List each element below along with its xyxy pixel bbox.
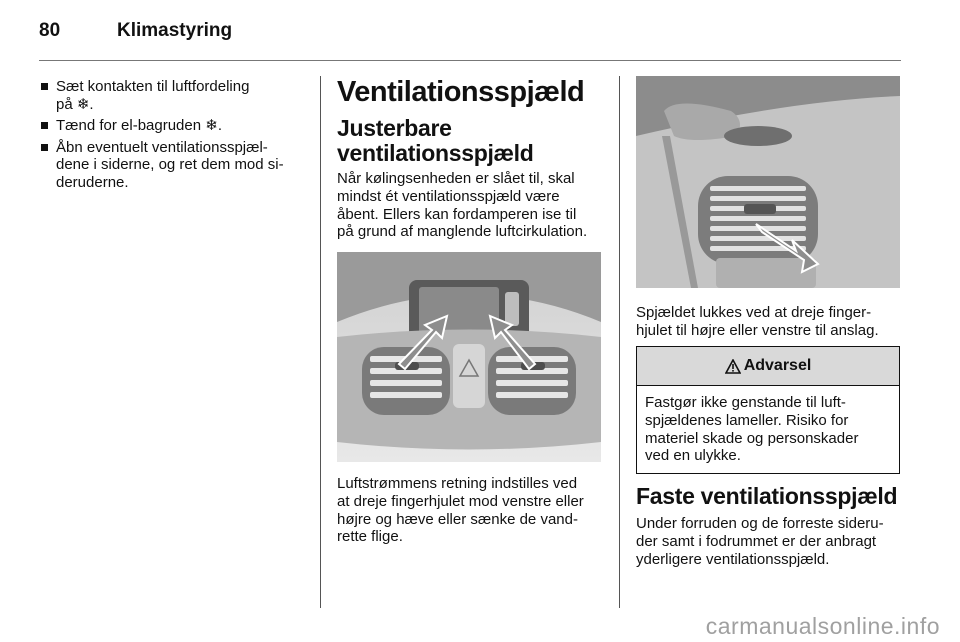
warning-title: Advarsel: [743, 357, 812, 374]
bullet-icon: [41, 144, 48, 151]
watermark: carmanualsonline.info: [705, 613, 940, 639]
page-number: 80: [39, 20, 61, 41]
column-divider-1: [320, 76, 321, 608]
column-divider-2: [619, 76, 620, 608]
warning-text: Fastgør ikke genstande til luft- spjældenes lameller. Risiko for materiel skade og personskader ved en ulykke.: [645, 394, 859, 465]
list-item: Åbn eventuelt ventilationsspjæl- dene i siderne, og ret dem mod si- deruderne.: [39, 139, 307, 192]
subsection-title: Justerbare ventilationsspjæld: [337, 115, 534, 166]
fixed-vents-text: Under forruden og de forreste sideru- der samt i fodrummet er der anbragt yderligere ventilationsspjæld.: [636, 515, 884, 568]
chapter-title: Klimastyring: [117, 20, 233, 41]
section-title: Ventilationsspjæld: [337, 76, 585, 108]
list-item: Tænd for el-bagruden ❄.: [39, 117, 307, 135]
warning-box: [636, 346, 900, 474]
vent-adjust-caption: Luftstrømmens retning indstilles ved at dreje fingerhjulet mod venstre eller højre og hæve eller sænke de vand- rette flige.: [337, 475, 584, 546]
bullet-list: [39, 78, 307, 195]
warning-icon: [725, 359, 741, 374]
fixed-vents-title: Faste ventilationsspjæld: [636, 483, 898, 509]
intro-paragraph: Når kølingsenheden er slået til, skal mindst ét ventilationsspjæld være åbent. Ellers kan fordamperen ise til på grund af manglende luftcirkulation.: [337, 170, 588, 241]
vent-close-caption: Spjældet lukkes ved at dreje finger- hjulet til højre eller venstre til anslag.: [636, 304, 879, 339]
section-ventilation: [337, 76, 605, 241]
list-item: Sæt kontakten til luftfordeling på ❄.: [39, 78, 307, 113]
center-vents-illustration: [337, 252, 601, 462]
side-vent-illustration: [636, 76, 900, 288]
header-rule: [39, 60, 901, 61]
warning-header: [637, 347, 899, 386]
bullet-icon: [41, 122, 48, 129]
bullet-icon: [41, 83, 48, 90]
